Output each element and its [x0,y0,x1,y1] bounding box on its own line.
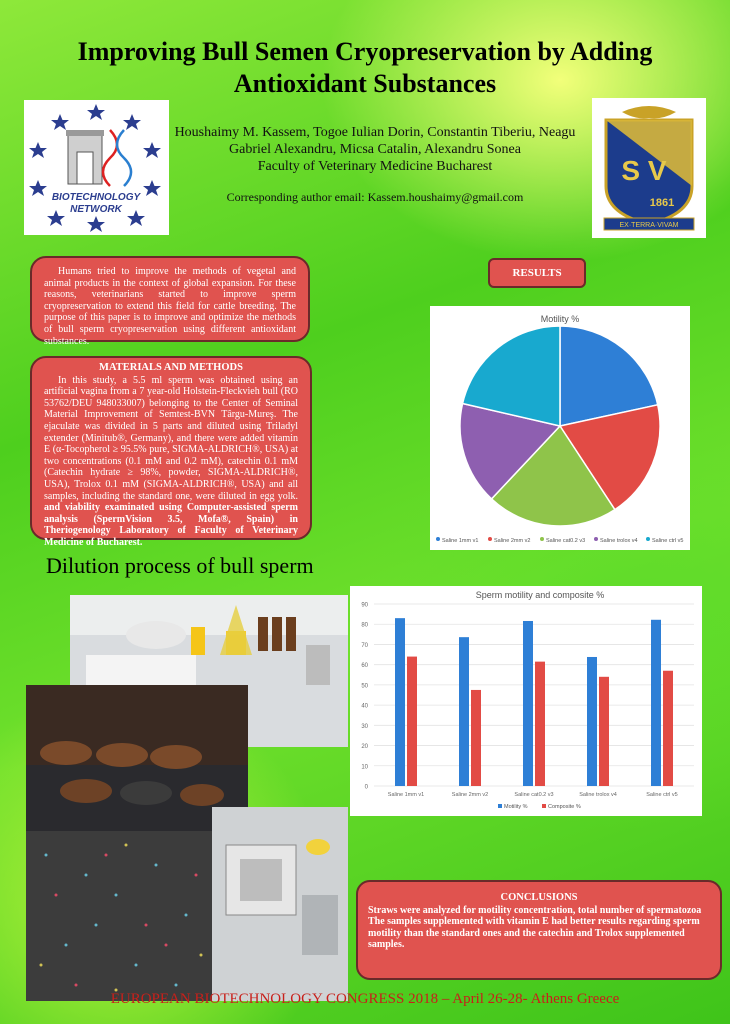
pie-legend-label: Saline ctrl v5 [652,538,684,544]
lab-photo-microscopy [26,831,212,1001]
title-line-2: Antioxidant Substances [233,69,497,98]
bar-mark [651,620,661,786]
pie-title: Motility % [540,314,580,324]
methods-heading: MATERIALS AND METHODS [99,362,243,373]
biotechnology-network-logo [24,100,169,235]
logo-text-line-1: BIOTECHNOLOGY [51,192,141,203]
bar-mark [395,618,405,786]
footer-congress: EUROPEAN BIOTECHNOLOGY CONGRESS 2018 – April 26-28- Athens Greece [110,991,620,1007]
y-tick-label: 20 [361,744,368,751]
gate-icon [66,130,104,184]
bar-chart-svg [350,586,702,816]
bar-legend-swatch [498,804,502,808]
conclusions-heading: CONCLUSIONS [500,892,578,903]
bar-title: Sperm motility and composite % [475,590,605,600]
eagle-icon [622,106,676,118]
x-tick-label: Saline cat0.2 v3 [514,792,554,798]
authors-line-2: Gabriel Alexandru, Micsa Catalin, Alexandru Sonea [229,142,521,157]
bar-mark [663,671,673,786]
bar-mark [407,657,417,786]
y-tick-label: 50 [361,683,368,690]
bar-mark [599,677,609,786]
poster-title [20,36,710,100]
bar-mark [587,657,597,786]
results-label: RESULTS [488,258,586,288]
pie-legend-swatch [488,537,492,541]
y-tick-label: 80 [361,622,368,629]
logo-text-line-2: NETWORK [70,204,122,215]
pie-legend-swatch [436,537,440,541]
lab-photos-graphic [26,595,348,1005]
bar-legend-swatch [542,804,546,808]
conclusions-text: Straws were analyzed for motility concentration, total number of spermatozoa The samples supplemented with vitamin E had better results regarding sperm motility than the standard ones and the catechin and Trolox supplemented samples. [368,904,702,951]
pie-legend-label: Saline cat0.2 v3 [546,538,586,544]
pie-legend-label: Saline trolox v4 [600,538,638,544]
bar-mark [535,662,545,786]
motility-pie-chart [430,306,690,550]
lab-photo-machine [212,807,348,1001]
corresponding-email: Corresponding author email: Kassem.houshaimy@gmail.com [226,190,524,204]
authors-line-1: Houshaimy M. Kassem, Togoe Iulian Dorin, Constantin Tiberiu, Neagu [174,125,576,140]
pie-legend-label: Saline 1mm v1 [442,538,479,544]
dna-icon [103,130,131,186]
pie-chart-svg [430,306,690,550]
authors-block [170,124,580,175]
y-tick-label: 70 [361,642,368,649]
biotech-logo-graphic [24,100,169,235]
bar-mark [459,637,469,786]
methods-text [44,375,298,549]
dilution-heading: Dilution process of bull sperm [46,553,314,578]
bar-legend-label: Motility % [504,804,528,810]
bar-mark [471,690,481,786]
faculty-crest-logo [592,98,706,238]
y-tick-label: 40 [361,703,368,710]
crest-year: 1861 [649,197,675,209]
pie-legend-swatch [540,537,544,541]
crest-motto: EX·TERRA·VIVAM [619,222,679,229]
x-tick-label: Saline ctrl v5 [646,792,678,798]
y-tick-label: 30 [361,723,368,730]
y-tick-label: 10 [361,764,368,771]
pie-legend-label: Saline 2mm v2 [494,538,531,544]
bar-legend-label: Composite % [548,804,581,810]
title-line-1: Improving Bull Semen Cryopreservation by Adding [77,37,653,66]
introduction-box: Humans tried to improve the methods of vegetal and animal products in the context of global expansion. For these reasons, veterinarians started to improve sperm cryopreservation to extend this field for cattle breeding. The purpose of this paper is to improve and optimize the methods of bull sperm cryopreservation using different antioxidant substances. [30,256,310,342]
conclusions-box [356,880,722,980]
x-tick-label: Saline 1mm v1 [387,792,425,798]
pie-legend-swatch [594,537,598,541]
affiliation: Faculty of Veterinary Medicine Bucharest [257,159,493,174]
x-tick-label: Saline 2mm v2 [451,792,489,798]
y-tick-label: 0 [364,784,368,791]
pie-legend-swatch [646,537,650,541]
methods-body: In this study, a 5.5 ml sperm was obtained using an artificial vagina from a 7 year-old Holstein-Fleckvieh bull (RO 53762/DEU 948033007) belonging to the Center of Seminal Material Improvement of Semtest-BVN Târgu-Mureş. The ejaculate was divided in 5 parts and diluted using Triladyl extender (Minitub®, Germany), and there were added vitamin E (α-Tocopherol ≥ 95.5% pure, SIGMA-ALDRICH®, USA) at two concentrations (0.1 mM and 0.2 mM), catechin 0.1 mM (Catechin hydrate ≥ 98%, powder, SIGMA-ALDRICH®, USA), Trolox 0.1 mM (SIGMA-ALDRICH®, USA) and all samples, including the standard one, were diluted in egg yolk. [44,374,298,502]
lab-photo-collage [26,595,348,1005]
x-tick-label: Saline trolox v4 [579,792,617,798]
y-tick-label: 90 [361,602,368,609]
motility-composite-bar-chart [350,586,702,816]
y-tick-label: 60 [361,663,368,670]
bar-mark [523,621,533,786]
methods-box [30,356,312,548]
crest-graphic [592,98,706,238]
methods-body-bold: and viability examinated using Computer-assisted sperm analysis (SpermVision 3.5, Mofa®, Spain) in Theriogenology Laboratory of Faculty of Veterinary Medicine of Bucharest. [44,502,298,548]
crest-letters: S V [621,155,667,186]
